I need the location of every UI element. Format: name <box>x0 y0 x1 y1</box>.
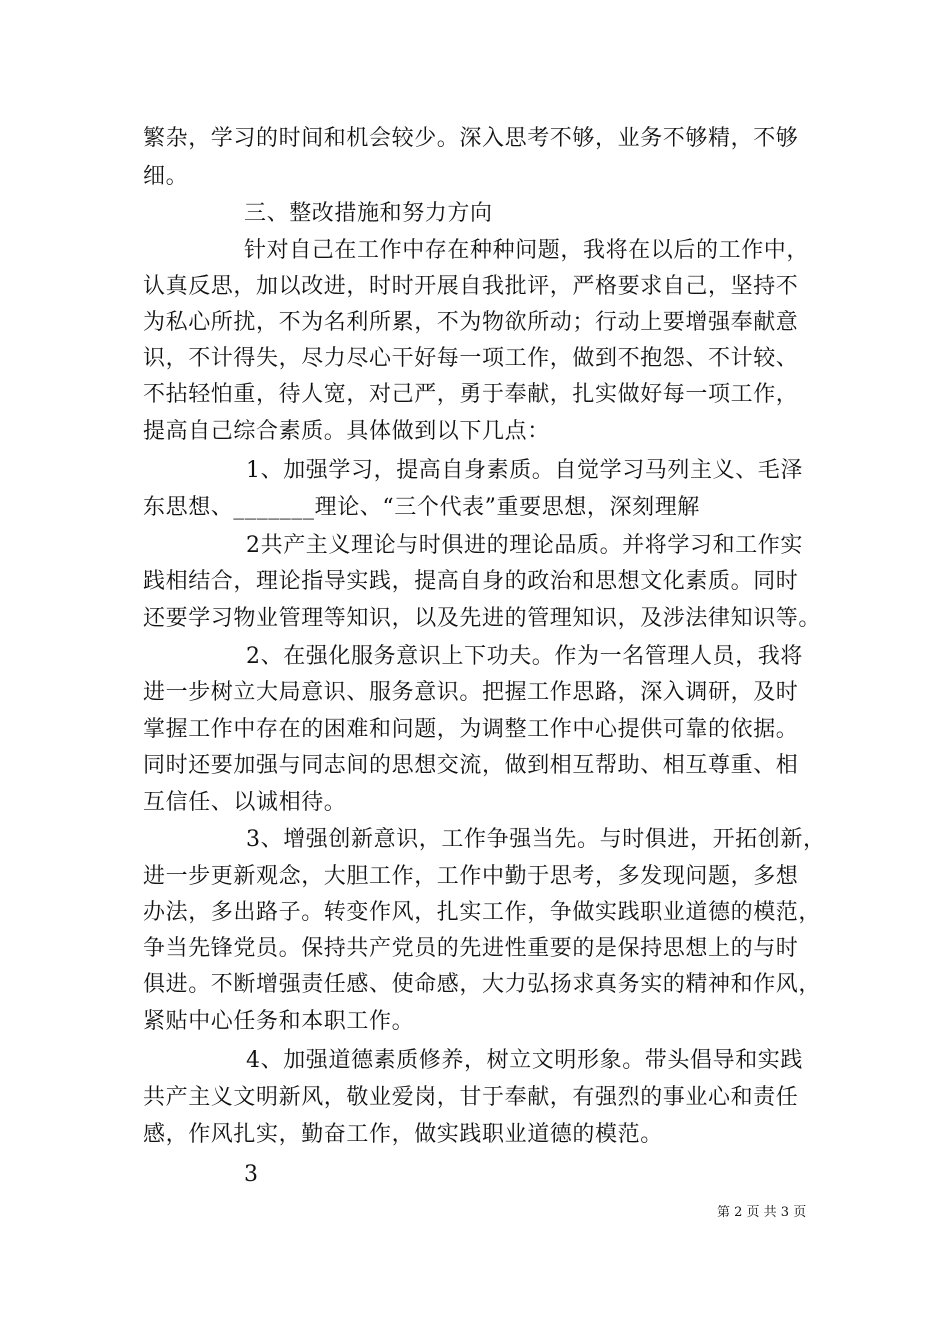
text-line: 3 <box>244 1162 259 1187</box>
text-line: 感，作风扎实，勤奋工作，做实践职业道德的模范。 <box>143 1122 663 1147</box>
page-number: 第 2 页 共 3 页 <box>717 1205 807 1220</box>
text-line: 践相结合，理论指导实践，提高自身的政治和思想文化素质。同时 <box>143 569 799 594</box>
list-item: 1、加强学习，提高自身素质。自觉学习马列主义、毛泽 <box>246 458 803 483</box>
text-line: 还要学习物业管理等知识，以及先进的管理知识，及涉法律知识等。 <box>143 606 822 631</box>
list-item: 2、在强化服务意识上下功夫。作为一名管理人员，我将 <box>246 644 803 669</box>
text-line: 针对自己在工作中存在种种问题，我将在以后的工作中， <box>244 238 810 263</box>
text-line: 不拈轻怕重，待人宽，对己严，勇于奉献，扎实做好每一项工作， <box>143 382 799 407</box>
text-line: 识，不计得失，尽力尽心干好每一项工作，做到不抱怨、不计较、 <box>143 346 799 371</box>
list-item: 3、增强创新意识，工作争强当先。与时俱进，开拓创新， <box>246 827 826 852</box>
text-line: 为私心所扰，不为名利所累，不为物欲所动；行动上要增强奉献意 <box>143 310 799 335</box>
text-line: 进一步树立大局意识、服务意识。把握工作思路，深入调研，及时 <box>143 680 799 705</box>
text-line: 2共产主义理论与时俱进的理论品质。并将学习和工作实 <box>246 533 803 558</box>
text-line: 办法，多出路子。转变作风，扎实工作，争做实践职业道德的模范， <box>143 900 822 925</box>
text-line: 认真反思，加以改进，时时开展自我批评，严格要求自己，坚持不 <box>143 274 799 299</box>
text-line: 互信任、以诚相待。 <box>143 790 347 815</box>
text-line: 掌握工作中存在的困难和问题，为调整工作中心提供可靠的依据。 <box>143 717 799 742</box>
text-line: 东思想、_______理论、“三个代表”重要思想，深刻理解 <box>143 495 700 520</box>
text-line: 俱进。不断增强责任感、使命感，大力弘扬求真务实的精神和作风， <box>143 972 822 997</box>
list-item: 4、加强道德素质修养，树立文明形象。带头倡导和实践 <box>246 1048 803 1073</box>
text-line: 紧贴中心任务和本职工作。 <box>143 1009 415 1034</box>
text-line: 细。 <box>143 164 189 189</box>
text-line: 共产主义文明新风，敬业爱岗，甘于奉献，有强烈的事业心和责任 <box>143 1085 799 1110</box>
section-heading: 三、整改措施和努力方向 <box>244 201 493 226</box>
text-line: 进一步更新观念，大胆工作，工作中勤于思考，多发现问题，多想 <box>143 864 799 889</box>
text-line: 繁杂，学习的时间和机会较少。深入思考不够，业务不够精，不够 <box>143 126 799 151</box>
text-line: 争当先锋党员。保持共产党员的先进性重要的是保持思想上的与时 <box>143 936 799 961</box>
text-line: 提高自己综合素质。具体做到以下几点： <box>143 419 550 444</box>
text-line: 同时还要加强与同志间的思想交流，做到相互帮助、相互尊重、相 <box>143 753 799 778</box>
